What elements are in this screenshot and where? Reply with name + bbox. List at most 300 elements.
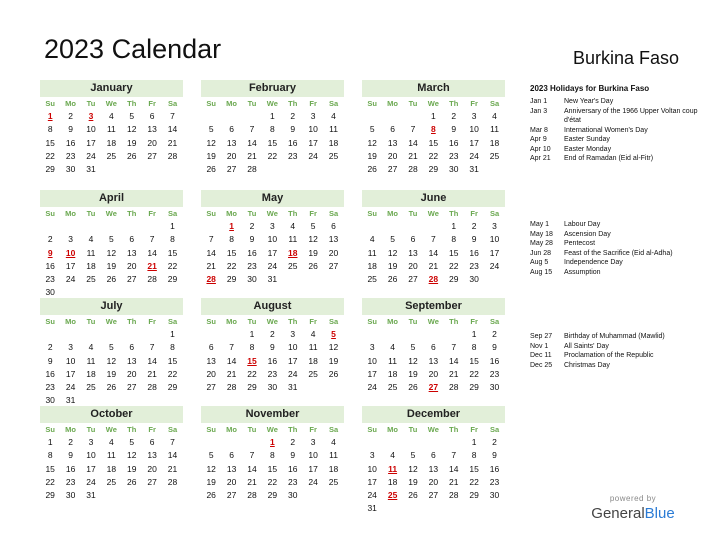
day-cell[interactable]: 31 <box>86 490 96 501</box>
day-cell[interactable]: 3 <box>369 450 375 461</box>
day-cell[interactable]: 7 <box>208 234 214 245</box>
day-cell[interactable]: 12 <box>328 342 339 353</box>
day-cell[interactable]: 31 <box>267 274 278 285</box>
day-cell[interactable]: 3 <box>290 329 296 339</box>
day-cell[interactable]: 31 <box>288 382 298 393</box>
brand-logo[interactable] <box>588 494 678 522</box>
day-cell[interactable]: 28 <box>147 382 157 393</box>
day-cell[interactable]: 11 <box>106 124 116 135</box>
day-cell[interactable]: 17 <box>489 247 500 258</box>
day-cell[interactable]: 15 <box>428 137 439 148</box>
day-cell[interactable]: 17 <box>86 137 96 148</box>
day-cell[interactable]: 24 <box>65 382 76 393</box>
day-cell[interactable]: 17 <box>308 137 318 148</box>
day-cell[interactable]: 24 <box>489 260 500 271</box>
day-cell[interactable]: 10 <box>86 124 96 135</box>
day-cell[interactable]: 25 <box>489 150 500 161</box>
day-cell[interactable]: 4 <box>331 111 336 121</box>
day-cell[interactable]: 28 <box>449 490 459 501</box>
day-cell[interactable]: 26 <box>408 382 418 393</box>
day-cell[interactable]: 26 <box>367 164 377 175</box>
day-cell[interactable]: 21 <box>147 260 157 271</box>
day-cell[interactable]: 7 <box>229 342 234 353</box>
day-cell[interactable]: 27 <box>328 260 339 271</box>
day-cell[interactable]: 3 <box>68 342 73 353</box>
day-cell[interactable]: 28 <box>428 274 439 285</box>
day-cell[interactable]: 5 <box>208 124 214 135</box>
day-cell[interactable]: 23 <box>489 368 500 379</box>
day-cell[interactable]: 13 <box>147 124 157 135</box>
day-cell[interactable]: 8 <box>471 450 477 461</box>
day-cell[interactable]: 12 <box>387 247 398 258</box>
day-cell[interactable]: 7 <box>249 124 255 135</box>
day-cell[interactable]: 1 <box>471 437 477 447</box>
day-cell[interactable]: 1 <box>229 221 234 231</box>
day-cell[interactable]: 12 <box>206 137 216 148</box>
day-cell[interactable]: 6 <box>129 234 135 245</box>
day-cell[interactable]: 22 <box>167 260 178 271</box>
day-cell[interactable]: 20 <box>206 368 216 379</box>
day-cell[interactable]: 4 <box>369 234 375 245</box>
day-cell[interactable]: 17 <box>367 368 377 379</box>
day-cell[interactable]: 22 <box>247 368 257 379</box>
day-cell[interactable]: 28 <box>247 490 257 501</box>
day-cell[interactable]: 8 <box>431 124 436 135</box>
day-cell[interactable]: 2 <box>68 111 73 121</box>
day-cell[interactable]: 17 <box>65 368 76 379</box>
day-cell[interactable]: 9 <box>47 247 53 258</box>
day-cell[interactable]: 24 <box>65 274 76 285</box>
day-cell[interactable]: 6 <box>149 437 155 447</box>
day-cell[interactable]: 28 <box>247 164 257 175</box>
day-cell[interactable]: 14 <box>449 355 459 366</box>
day-cell[interactable]: 20 <box>127 260 137 271</box>
day-cell[interactable]: 19 <box>106 368 117 379</box>
day-cell[interactable]: 2 <box>451 111 457 121</box>
day-cell[interactable]: 27 <box>206 382 216 393</box>
day-cell[interactable]: 20 <box>387 150 398 161</box>
day-cell[interactable]: 11 <box>288 234 298 245</box>
day-cell[interactable]: 2 <box>471 221 477 231</box>
day-cell[interactable]: 18 <box>328 463 339 474</box>
day-cell[interactable]: 11 <box>308 342 318 353</box>
day-cell[interactable]: 8 <box>47 450 53 461</box>
day-cell[interactable]: 27 <box>147 150 157 161</box>
day-cell[interactable]: 4 <box>88 342 94 353</box>
day-cell[interactable]: 12 <box>127 450 137 461</box>
day-cell[interactable]: 11 <box>329 450 338 461</box>
day-cell[interactable]: 4 <box>390 450 395 461</box>
day-cell[interactable]: 17 <box>308 463 318 474</box>
day-cell[interactable]: 24 <box>308 476 318 487</box>
day-cell[interactable]: 11 <box>329 124 338 135</box>
day-cell[interactable]: 9 <box>290 450 296 461</box>
day-cell[interactable]: 30 <box>469 274 479 285</box>
day-cell[interactable]: 1 <box>270 437 275 447</box>
day-cell[interactable]: 30 <box>45 287 55 298</box>
day-cell[interactable]: 28 <box>147 274 157 285</box>
day-cell[interactable]: 27 <box>127 382 137 393</box>
day-cell[interactable]: 29 <box>267 490 278 501</box>
day-cell[interactable]: 24 <box>267 260 278 271</box>
day-cell[interactable]: 28 <box>167 150 178 161</box>
day-cell[interactable]: 25 <box>288 260 298 271</box>
day-cell[interactable]: 1 <box>47 437 53 447</box>
day-cell[interactable]: 14 <box>147 355 157 366</box>
day-cell[interactable]: 9 <box>270 342 275 353</box>
day-cell[interactable]: 1 <box>431 111 436 121</box>
day-cell[interactable]: 5 <box>129 111 135 121</box>
day-cell[interactable]: 26 <box>106 382 117 393</box>
day-cell[interactable]: 16 <box>288 463 298 474</box>
day-cell[interactable]: 18 <box>367 260 377 271</box>
day-cell[interactable]: 17 <box>469 137 479 148</box>
day-cell[interactable]: 20 <box>428 476 439 487</box>
day-cell[interactable]: 4 <box>109 111 114 121</box>
day-cell[interactable]: 22 <box>226 260 237 271</box>
day-cell[interactable]: 21 <box>449 476 459 487</box>
day-cell[interactable]: 19 <box>206 150 216 161</box>
day-cell[interactable]: 11 <box>86 247 96 258</box>
day-cell[interactable]: 6 <box>208 342 214 353</box>
day-cell[interactable]: 13 <box>127 247 137 258</box>
day-cell[interactable]: 13 <box>127 355 137 366</box>
day-cell[interactable]: 23 <box>45 382 55 393</box>
day-cell[interactable]: 21 <box>167 137 178 148</box>
day-cell[interactable]: 30 <box>247 274 257 285</box>
day-cell[interactable]: 29 <box>469 490 479 501</box>
day-cell[interactable]: 30 <box>45 395 55 406</box>
day-cell[interactable]: 25 <box>86 382 96 393</box>
day-cell[interactable]: 10 <box>308 124 318 135</box>
day-cell[interactable]: 8 <box>451 234 457 245</box>
day-cell[interactable]: 10 <box>288 342 298 353</box>
day-cell[interactable]: 18 <box>308 355 318 366</box>
day-cell[interactable]: 26 <box>127 476 137 487</box>
day-cell[interactable]: 19 <box>127 463 137 474</box>
day-cell[interactable]: 7 <box>149 342 155 353</box>
day-cell[interactable]: 19 <box>308 247 318 258</box>
day-cell[interactable]: 7 <box>149 234 155 245</box>
day-cell[interactable]: 29 <box>45 164 55 175</box>
day-cell[interactable]: 18 <box>328 137 339 148</box>
day-cell[interactable]: 3 <box>471 111 477 121</box>
day-cell[interactable]: 15 <box>469 355 479 366</box>
day-cell[interactable]: 16 <box>469 247 479 258</box>
day-cell[interactable]: 10 <box>489 234 500 245</box>
day-cell[interactable]: 29 <box>226 274 237 285</box>
day-cell[interactable]: 16 <box>267 355 278 366</box>
day-cell[interactable]: 2 <box>492 329 497 339</box>
day-cell[interactable]: 26 <box>387 274 398 285</box>
day-cell[interactable]: 29 <box>469 382 479 393</box>
day-cell[interactable]: 9 <box>471 234 477 245</box>
day-cell[interactable]: 26 <box>127 150 137 161</box>
day-cell[interactable]: 20 <box>147 137 157 148</box>
day-cell[interactable]: 20 <box>408 260 418 271</box>
day-cell[interactable]: 2 <box>68 437 73 447</box>
day-cell[interactable]: 4 <box>109 437 114 447</box>
day-cell[interactable]: 13 <box>428 463 439 474</box>
day-cell[interactable]: 25 <box>328 150 339 161</box>
day-cell[interactable]: 10 <box>367 355 377 366</box>
day-cell[interactable]: 5 <box>331 329 336 339</box>
day-cell[interactable]: 3 <box>88 111 94 121</box>
day-cell[interactable]: 19 <box>408 476 418 487</box>
day-cell[interactable]: 21 <box>147 368 157 379</box>
day-cell[interactable]: 18 <box>106 137 117 148</box>
day-cell[interactable]: 28 <box>167 476 178 487</box>
day-cell[interactable]: 25 <box>328 476 339 487</box>
day-cell[interactable]: 2 <box>47 342 53 353</box>
day-cell[interactable]: 18 <box>387 476 398 487</box>
day-cell[interactable]: 15 <box>45 463 55 474</box>
day-cell[interactable]: 28 <box>449 382 459 393</box>
day-cell[interactable]: 7 <box>170 111 175 121</box>
day-cell[interactable]: 23 <box>65 150 76 161</box>
day-cell[interactable]: 6 <box>390 124 395 135</box>
day-cell[interactable]: 15 <box>469 463 479 474</box>
day-cell[interactable]: 27 <box>147 476 157 487</box>
day-cell[interactable]: 22 <box>469 368 479 379</box>
day-cell[interactable]: 10 <box>367 463 377 474</box>
day-cell[interactable]: 25 <box>86 274 96 285</box>
day-cell[interactable]: 1 <box>249 329 255 339</box>
day-cell[interactable]: 20 <box>226 476 237 487</box>
day-cell[interactable]: 30 <box>65 490 76 501</box>
day-cell[interactable]: 27 <box>428 382 439 393</box>
day-cell[interactable]: 2 <box>290 437 296 447</box>
day-cell[interactable]: 10 <box>65 247 76 258</box>
day-cell[interactable]: 14 <box>247 463 257 474</box>
day-cell[interactable]: 13 <box>428 355 439 366</box>
day-cell[interactable]: 10 <box>308 450 318 461</box>
day-cell[interactable]: 31 <box>367 503 377 514</box>
day-cell[interactable]: 30 <box>65 164 76 175</box>
day-cell[interactable]: 11 <box>490 124 499 135</box>
day-cell[interactable]: 20 <box>328 247 339 258</box>
day-cell[interactable]: 15 <box>167 247 178 258</box>
day-cell[interactable]: 5 <box>310 221 316 231</box>
day-cell[interactable]: 12 <box>308 234 318 245</box>
day-cell[interactable]: 22 <box>469 476 479 487</box>
day-cell[interactable]: 24 <box>288 368 298 379</box>
day-cell[interactable]: 22 <box>167 368 178 379</box>
day-cell[interactable]: 4 <box>290 221 296 231</box>
day-cell[interactable]: 19 <box>328 355 339 366</box>
day-cell[interactable]: 23 <box>288 476 298 487</box>
day-cell[interactable]: 29 <box>247 382 257 393</box>
day-cell[interactable]: 5 <box>369 124 375 135</box>
day-cell[interactable]: 25 <box>367 274 377 285</box>
day-cell[interactable]: 19 <box>367 150 377 161</box>
day-cell[interactable]: 2 <box>47 234 53 245</box>
day-cell[interactable]: 15 <box>247 355 257 366</box>
day-cell[interactable]: 24 <box>367 382 377 393</box>
day-cell[interactable]: 9 <box>290 124 296 135</box>
day-cell[interactable]: 16 <box>65 463 76 474</box>
day-cell[interactable]: 16 <box>45 368 55 379</box>
day-cell[interactable]: 2 <box>290 111 296 121</box>
day-cell[interactable]: 27 <box>408 274 418 285</box>
day-cell[interactable]: 29 <box>428 164 439 175</box>
day-cell[interactable]: 17 <box>86 463 96 474</box>
day-cell[interactable]: 16 <box>65 137 76 148</box>
day-cell[interactable]: 11 <box>388 355 397 366</box>
day-cell[interactable]: 1 <box>471 329 477 339</box>
day-cell[interactable]: 11 <box>367 247 377 258</box>
day-cell[interactable]: 4 <box>310 329 316 339</box>
day-cell[interactable]: 21 <box>226 368 237 379</box>
day-cell[interactable]: 19 <box>408 368 418 379</box>
day-cell[interactable]: 9 <box>47 355 53 366</box>
day-cell[interactable]: 7 <box>451 450 457 461</box>
day-cell[interactable]: 14 <box>167 450 178 461</box>
day-cell[interactable]: 7 <box>451 342 457 353</box>
day-cell[interactable]: 1 <box>170 221 175 231</box>
day-cell[interactable]: 28 <box>206 274 216 285</box>
day-cell[interactable]: 13 <box>226 137 237 148</box>
day-cell[interactable]: 6 <box>431 450 436 461</box>
day-cell[interactable]: 5 <box>390 234 395 245</box>
day-cell[interactable]: 22 <box>45 150 55 161</box>
day-cell[interactable]: 7 <box>249 450 255 461</box>
day-cell[interactable]: 14 <box>247 137 257 148</box>
day-cell[interactable]: 15 <box>267 463 278 474</box>
day-cell[interactable]: 26 <box>106 274 117 285</box>
day-cell[interactable]: 21 <box>247 476 257 487</box>
day-cell[interactable]: 16 <box>449 137 459 148</box>
day-cell[interactable]: 24 <box>308 150 318 161</box>
day-cell[interactable]: 25 <box>387 490 398 501</box>
day-cell[interactable]: 17 <box>367 476 377 487</box>
day-cell[interactable]: 8 <box>270 124 275 135</box>
day-cell[interactable]: 9 <box>492 450 497 461</box>
day-cell[interactable]: 12 <box>206 463 216 474</box>
day-cell[interactable]: 20 <box>127 368 137 379</box>
day-cell[interactable]: 20 <box>428 368 439 379</box>
day-cell[interactable]: 20 <box>226 150 237 161</box>
day-cell[interactable]: 12 <box>367 137 377 148</box>
day-cell[interactable]: 16 <box>489 355 500 366</box>
day-cell[interactable]: 13 <box>147 450 157 461</box>
day-cell[interactable]: 3 <box>270 221 275 231</box>
day-cell[interactable]: 9 <box>68 450 73 461</box>
day-cell[interactable]: 8 <box>229 234 234 245</box>
day-cell[interactable]: 29 <box>449 274 459 285</box>
day-cell[interactable]: 14 <box>226 355 237 366</box>
day-cell[interactable]: 21 <box>428 260 439 271</box>
day-cell[interactable]: 18 <box>489 137 500 148</box>
day-cell[interactable]: 22 <box>449 260 459 271</box>
day-cell[interactable]: 31 <box>86 164 96 175</box>
day-cell[interactable]: 8 <box>170 234 175 245</box>
day-cell[interactable]: 31 <box>65 395 76 406</box>
day-cell[interactable]: 6 <box>229 124 234 135</box>
day-cell[interactable]: 20 <box>147 463 157 474</box>
day-cell[interactable]: 15 <box>45 137 55 148</box>
day-cell[interactable]: 6 <box>431 342 436 353</box>
day-cell[interactable]: 17 <box>288 355 298 366</box>
day-cell[interactable]: 15 <box>449 247 459 258</box>
day-cell[interactable]: 10 <box>469 124 479 135</box>
day-cell[interactable]: 14 <box>408 137 418 148</box>
day-cell[interactable]: 23 <box>449 150 459 161</box>
day-cell[interactable]: 24 <box>86 476 96 487</box>
day-cell[interactable]: 1 <box>47 111 53 121</box>
day-cell[interactable]: 18 <box>86 368 96 379</box>
day-cell[interactable]: 19 <box>106 260 117 271</box>
day-cell[interactable]: 22 <box>45 476 55 487</box>
day-cell[interactable]: 5 <box>410 342 416 353</box>
day-cell[interactable]: 25 <box>308 368 318 379</box>
day-cell[interactable]: 22 <box>267 476 278 487</box>
day-cell[interactable]: 3 <box>68 234 73 245</box>
day-cell[interactable]: 25 <box>106 150 117 161</box>
day-cell[interactable]: 5 <box>208 450 214 461</box>
day-cell[interactable]: 22 <box>267 150 278 161</box>
day-cell[interactable]: 9 <box>451 124 457 135</box>
day-cell[interactable]: 14 <box>167 124 178 135</box>
day-cell[interactable]: 29 <box>167 382 178 393</box>
day-cell[interactable]: 26 <box>328 368 339 379</box>
day-cell[interactable]: 30 <box>489 490 500 501</box>
day-cell[interactable]: 10 <box>65 355 76 366</box>
day-cell[interactable]: 4 <box>331 437 336 447</box>
day-cell[interactable]: 26 <box>206 490 216 501</box>
day-cell[interactable]: 19 <box>387 260 398 271</box>
day-cell[interactable]: 23 <box>469 260 479 271</box>
day-cell[interactable]: 27 <box>428 490 439 501</box>
day-cell[interactable]: 3 <box>369 342 375 353</box>
day-cell[interactable]: 12 <box>106 355 117 366</box>
day-cell[interactable]: 3 <box>88 437 94 447</box>
day-cell[interactable]: 8 <box>249 342 255 353</box>
day-cell[interactable]: 18 <box>387 368 398 379</box>
day-cell[interactable]: 26 <box>206 164 216 175</box>
day-cell[interactable]: 1 <box>270 111 275 121</box>
day-cell[interactable]: 23 <box>489 476 500 487</box>
day-cell[interactable]: 7 <box>410 124 416 135</box>
day-cell[interactable]: 1 <box>451 221 457 231</box>
day-cell[interactable]: 6 <box>410 234 416 245</box>
day-cell[interactable]: 17 <box>65 260 76 271</box>
day-cell[interactable]: 8 <box>47 124 53 135</box>
day-cell[interactable]: 26 <box>408 490 418 501</box>
day-cell[interactable]: 14 <box>206 247 216 258</box>
day-cell[interactable]: 4 <box>88 234 94 245</box>
day-cell[interactable]: 9 <box>68 124 73 135</box>
day-cell[interactable]: 21 <box>408 150 418 161</box>
day-cell[interactable]: 13 <box>328 234 339 245</box>
day-cell[interactable]: 21 <box>167 463 178 474</box>
day-cell[interactable]: 29 <box>45 490 55 501</box>
day-cell[interactable]: 23 <box>288 150 298 161</box>
day-cell[interactable]: 11 <box>388 463 398 474</box>
day-cell[interactable]: 19 <box>127 137 137 148</box>
day-cell[interactable]: 18 <box>86 260 96 271</box>
day-cell[interactable]: 13 <box>387 137 398 148</box>
day-cell[interactable]: 8 <box>270 450 275 461</box>
day-cell[interactable]: 16 <box>489 463 500 474</box>
day-cell[interactable]: 13 <box>408 247 418 258</box>
day-cell[interactable]: 12 <box>127 124 137 135</box>
day-cell[interactable]: 15 <box>226 247 237 258</box>
day-cell[interactable]: 11 <box>86 355 96 366</box>
day-cell[interactable]: 4 <box>492 111 497 121</box>
day-cell[interactable]: 5 <box>410 450 416 461</box>
day-cell[interactable]: 14 <box>147 247 157 258</box>
